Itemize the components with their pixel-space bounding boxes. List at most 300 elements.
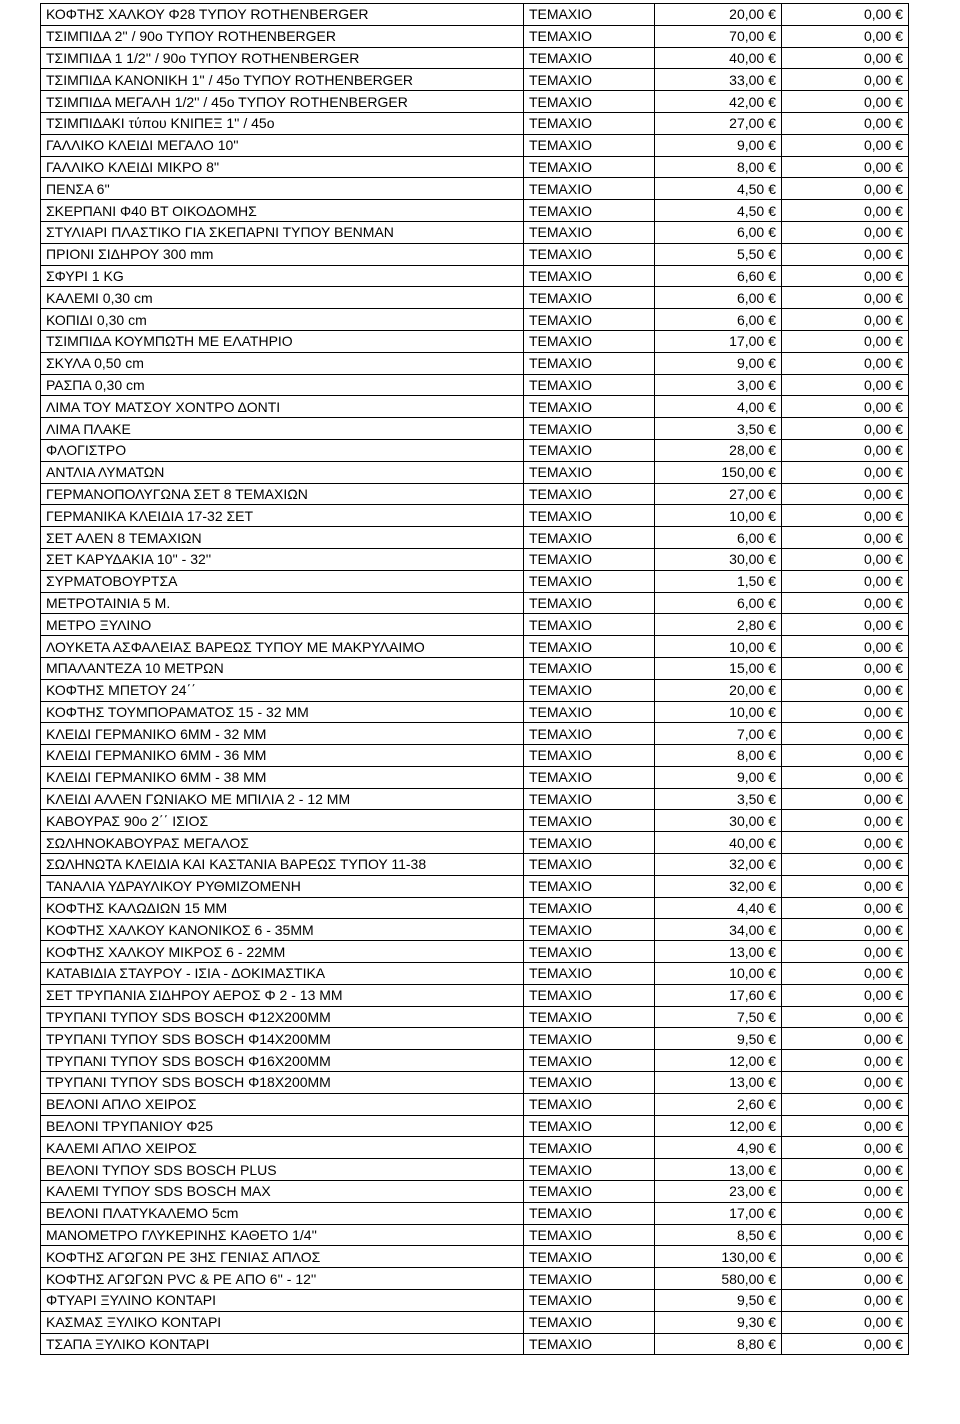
item-price-cell [655, 984, 782, 1006]
table-row [41, 941, 909, 963]
item-total: 0,00 [863, 507, 892, 524]
currency-symbol: € [768, 115, 776, 132]
item-price: 40,00 [729, 834, 765, 851]
currency-symbol: € [895, 442, 903, 459]
table-row [41, 1093, 909, 1115]
table-row [41, 963, 909, 985]
item-total-cell [782, 112, 909, 134]
table-row [41, 265, 909, 287]
item-unit: ΤΕΜΑΧΙΟ [524, 745, 655, 767]
item-unit: ΤΕΜΑΧΙΟ [524, 723, 655, 745]
item-total: 0,00 [863, 1074, 892, 1091]
item-price: 10,00 [729, 703, 765, 720]
item-price-cell [655, 418, 782, 440]
currency-symbol: € [895, 594, 903, 611]
item-price-cell [655, 636, 782, 658]
currency-symbol: € [768, 442, 776, 459]
currency-symbol: € [768, 464, 776, 481]
currency-symbol: € [768, 1139, 776, 1156]
currency-symbol: € [768, 965, 776, 982]
item-total: 0,00 [863, 965, 892, 982]
item-total-cell [782, 374, 909, 396]
currency-symbol: € [895, 703, 903, 720]
item-price-cell [655, 1202, 782, 1224]
currency-symbol: € [768, 202, 776, 219]
table-row [41, 788, 909, 810]
item-total: 0,00 [863, 747, 892, 764]
item-description: ΓΑΛΛΙΚΟ ΚΛΕΙΔΙ ΜΕΓΑΛΟ 10'' [41, 134, 524, 156]
item-price: 12,00 [729, 1118, 765, 1135]
item-total: 0,00 [863, 660, 892, 677]
currency-symbol: € [768, 376, 776, 393]
table-row [41, 243, 909, 265]
currency-symbol: € [895, 289, 903, 306]
currency-symbol: € [768, 747, 776, 764]
item-unit: ΤΕΜΑΧΙΟ [524, 636, 655, 658]
item-total: 0,00 [863, 1314, 892, 1331]
item-description: ΤΣΑΠΑ ΞΥΛΙΚΟ ΚΟΝΤΑΡΙ [41, 1333, 524, 1355]
item-price-cell [655, 1093, 782, 1115]
item-total: 0,00 [863, 202, 892, 219]
item-total-cell [782, 47, 909, 69]
item-total: 0,00 [863, 682, 892, 699]
currency-symbol: € [768, 289, 776, 306]
table-row [41, 614, 909, 636]
item-total: 0,00 [863, 1183, 892, 1200]
currency-symbol: € [895, 355, 903, 372]
item-description: ΚΑΒΟΥΡΑΣ 90ο 2΄΄ ΙΣΙΟΣ [41, 810, 524, 832]
table-row [41, 178, 909, 200]
item-description: ΤΣΙΜΠΙΔΑ ΜΕΓΑΛΗ 1/2'' / 45ο ΤΥΠΟΥ ROTHENBERGER [41, 91, 524, 113]
item-total-cell [782, 984, 909, 1006]
table-row [41, 25, 909, 47]
item-description: ΤΣΙΜΠΙΔΑ 2'' / 90ο ΤΥΠΟΥ ROTHENBERGER [41, 25, 524, 47]
item-price: 32,00 [729, 856, 765, 873]
item-total-cell [782, 875, 909, 897]
item-total: 0,00 [863, 485, 892, 502]
currency-symbol: € [895, 1270, 903, 1287]
item-description: ΓΕΡΜΑΝΟΠΟΛΥΓΩΝΑ ΣΕΤ 8 ΤΕΜΑΧΙΩΝ [41, 483, 524, 505]
item-price-cell [655, 200, 782, 222]
item-description: ΚΟΠΙΔΙ 0,30 cm [41, 309, 524, 331]
currency-symbol: € [895, 333, 903, 350]
item-total: 0,00 [863, 943, 892, 960]
item-price-cell [655, 1028, 782, 1050]
item-price: 4,40 [736, 900, 765, 917]
item-price-cell [655, 897, 782, 919]
item-unit: ΤΕΜΑΧΙΟ [524, 1181, 655, 1203]
item-unit: ΤΕΜΑΧΙΟ [524, 221, 655, 243]
item-description: ΣΕΤ ΑΛΕΝ 8 ΤΕΜΑΧΙΩΝ [41, 527, 524, 549]
item-description: ΛΙΜΑ ΤΟΥ ΜΑΤΣΟΥ ΧΟΝΤΡΟ ΔΟΝΤΙ [41, 396, 524, 418]
currency-symbol: € [768, 246, 776, 263]
currency-symbol: € [895, 791, 903, 808]
item-description: ΜΑΝΟΜΕΤΡΟ ΓΛΥΚΕΡΙΝΗΣ ΚΑΘΕΤΟ 1/4'' [41, 1224, 524, 1246]
currency-symbol: € [768, 987, 776, 1004]
item-total: 0,00 [863, 638, 892, 655]
currency-symbol: € [768, 355, 776, 372]
currency-symbol: € [895, 1336, 903, 1352]
item-price-cell [655, 352, 782, 374]
item-description: ΚΟΦΤΗΣ ΧΑΛΚΟΥ ΜΙΚΡΟΣ 6 - 22ΜΜ [41, 941, 524, 963]
table-row [41, 418, 909, 440]
table-row [41, 636, 909, 658]
item-total-cell [782, 745, 909, 767]
item-total: 0,00 [863, 1139, 892, 1156]
table-row [41, 766, 909, 788]
item-description: ΤΡΥΠΑΝΙ ΤΥΠΟΥ SDS BOSCH Φ12Χ200ΜΜ [41, 1006, 524, 1028]
currency-symbol: € [895, 1205, 903, 1222]
item-total: 0,00 [863, 594, 892, 611]
item-total-cell [782, 178, 909, 200]
item-total-cell [782, 200, 909, 222]
currency-symbol: € [768, 49, 776, 66]
item-total: 0,00 [863, 355, 892, 372]
item-unit: ΤΕΜΑΧΙΟ [524, 854, 655, 876]
item-price-cell [655, 1333, 782, 1355]
currency-symbol: € [768, 834, 776, 851]
currency-symbol: € [768, 616, 776, 633]
item-price-cell [655, 701, 782, 723]
table-row [41, 1246, 909, 1268]
item-total-cell [782, 832, 909, 854]
item-total-cell [782, 592, 909, 614]
item-price: 28,00 [729, 442, 765, 459]
item-unit: ΤΕΜΑΧΙΟ [524, 483, 655, 505]
item-description: ΦΤΥΑΡΙ ΞΥΛΙΝΟ ΚΟΝΤΑΡΙ [41, 1290, 524, 1312]
item-unit: ΤΕΜΑΧΙΟ [524, 461, 655, 483]
item-price-cell [655, 1050, 782, 1072]
currency-symbol: € [895, 71, 903, 88]
item-price-cell [655, 1268, 782, 1290]
item-price: 4,90 [736, 1139, 765, 1156]
item-total: 0,00 [863, 442, 892, 459]
currency-symbol: € [895, 115, 903, 132]
currency-symbol: € [895, 1096, 903, 1113]
item-unit: ΤΕΜΑΧΙΟ [524, 1137, 655, 1159]
item-price-cell [655, 788, 782, 810]
table-row [41, 1072, 909, 1094]
item-price-cell [655, 47, 782, 69]
item-total-cell [782, 1093, 909, 1115]
table-row [41, 352, 909, 374]
item-price: 27,00 [729, 115, 765, 132]
currency-symbol: € [768, 333, 776, 350]
item-description: ΚΟΦΤΗΣ ΤΟΥΜΠΟΡΑΜΑΤΟΣ 15 - 32 ΜΜ [41, 701, 524, 723]
table-row [41, 745, 909, 767]
item-total-cell [782, 1224, 909, 1246]
currency-symbol: € [895, 202, 903, 219]
item-total-cell [782, 1181, 909, 1203]
item-unit: ΤΕΜΑΧΙΟ [524, 134, 655, 156]
item-description: ΚΟΦΤΗΣ ΑΓΩΓΩΝ PVC & PE ΑΠΟ 6'' - 12'' [41, 1268, 524, 1290]
item-total: 0,00 [863, 791, 892, 808]
item-price-cell [655, 854, 782, 876]
item-total: 0,00 [863, 1227, 892, 1244]
item-price: 27,00 [729, 485, 765, 502]
item-description: ΠΡΙΟΝΙ ΣΙΔΗΡΟΥ 300 mm [41, 243, 524, 265]
item-price-cell [655, 221, 782, 243]
item-description: ΚΟΦΤΗΣ ΚΑΛΩΔΙΩΝ 15 ΜΜ [41, 897, 524, 919]
item-total-cell [782, 396, 909, 418]
currency-symbol: € [895, 93, 903, 110]
currency-symbol: € [895, 158, 903, 175]
table-row [41, 69, 909, 91]
item-total: 0,00 [863, 180, 892, 197]
item-unit: ΤΕΜΑΧΙΟ [524, 788, 655, 810]
item-price: 13,00 [729, 1074, 765, 1091]
currency-symbol: € [768, 573, 776, 590]
item-description: ΛΙΜΑ ΠΛΑΚΕ [41, 418, 524, 440]
item-total: 0,00 [863, 93, 892, 110]
currency-symbol: € [895, 987, 903, 1004]
currency-symbol: € [895, 137, 903, 154]
table-row [41, 1159, 909, 1181]
item-total-cell [782, 1115, 909, 1137]
item-unit: ΤΕΜΑΧΙΟ [524, 614, 655, 636]
item-price-cell [655, 243, 782, 265]
item-total-cell [782, 1159, 909, 1181]
item-price: 9,50 [736, 1030, 765, 1047]
item-unit: ΤΕΜΑΧΙΟ [524, 243, 655, 265]
item-total-cell [782, 330, 909, 352]
table-row [41, 1333, 909, 1355]
currency-symbol: € [895, 1118, 903, 1135]
table-row [41, 1202, 909, 1224]
currency-symbol: € [895, 485, 903, 502]
currency-symbol: € [895, 660, 903, 677]
item-total-cell [782, 265, 909, 287]
item-description: ΤΡΥΠΑΝΙ ΤΥΠΟΥ SDS BOSCH Φ18Χ200ΜΜ [41, 1072, 524, 1094]
table-row [41, 461, 909, 483]
item-total: 0,00 [863, 1292, 892, 1309]
item-total: 0,00 [863, 1052, 892, 1069]
item-unit: ΤΕΜΑΧΙΟ [524, 963, 655, 985]
item-description: ΚΟΦΤΗΣ ΧΑΛΚΟΥ Φ28 ΤΥΠΟΥ ROTHENBERGER [41, 4, 524, 26]
item-price: 3,50 [736, 791, 765, 808]
item-total-cell [782, 548, 909, 570]
currency-symbol: € [768, 1270, 776, 1287]
item-price-cell [655, 439, 782, 461]
currency-symbol: € [768, 638, 776, 655]
table-row [41, 396, 909, 418]
table-row [41, 134, 909, 156]
table-row [41, 1268, 909, 1290]
item-price-cell [655, 1115, 782, 1137]
currency-symbol: € [895, 1052, 903, 1069]
item-unit: ΤΕΜΑΧΙΟ [524, 352, 655, 374]
currency-symbol: € [895, 856, 903, 873]
item-total-cell [782, 352, 909, 374]
table-row [41, 527, 909, 549]
currency-symbol: € [895, 682, 903, 699]
item-total-cell [782, 854, 909, 876]
table-row [41, 679, 909, 701]
item-price: 10,00 [729, 965, 765, 982]
currency-symbol: € [768, 725, 776, 742]
table-row [41, 1290, 909, 1312]
item-unit: ΤΕΜΑΧΙΟ [524, 1246, 655, 1268]
currency-symbol: € [768, 812, 776, 829]
item-total-cell [782, 221, 909, 243]
item-price: 6,00 [736, 594, 765, 611]
item-total: 0,00 [863, 1009, 892, 1026]
item-description: ΚΑΛΕΜΙ ΑΠΛΟ ΧΕΙΡΟΣ [41, 1137, 524, 1159]
currency-symbol: € [895, 965, 903, 982]
item-price-cell [655, 875, 782, 897]
item-total: 0,00 [863, 420, 892, 437]
item-price-cell [655, 657, 782, 679]
currency-symbol: € [895, 638, 903, 655]
item-total: 0,00 [863, 49, 892, 66]
currency-symbol: € [768, 1227, 776, 1244]
item-unit: ΤΕΜΑΧΙΟ [524, 69, 655, 91]
item-price-cell [655, 527, 782, 549]
item-price: 130,00 [721, 1248, 765, 1265]
item-total: 0,00 [863, 1336, 892, 1352]
item-total: 0,00 [863, 137, 892, 154]
item-total-cell [782, 4, 909, 26]
item-unit: ΤΕΜΑΧΙΟ [524, 592, 655, 614]
table-row [41, 221, 909, 243]
currency-symbol: € [895, 398, 903, 415]
item-unit: ΤΕΜΑΧΙΟ [524, 330, 655, 352]
item-price-cell [655, 4, 782, 26]
item-price: 1,50 [736, 573, 765, 590]
currency-symbol: € [895, 1314, 903, 1331]
currency-symbol: € [768, 1336, 776, 1352]
table-row [41, 701, 909, 723]
item-price: 3,00 [736, 376, 765, 393]
item-total-cell [782, 810, 909, 832]
item-total-cell [782, 1072, 909, 1094]
item-unit: ΤΕΜΑΧΙΟ [524, 548, 655, 570]
currency-symbol: € [895, 1074, 903, 1091]
item-total: 0,00 [863, 1096, 892, 1113]
item-total-cell [782, 1290, 909, 1312]
currency-symbol: € [895, 1292, 903, 1309]
item-unit: ΤΕΜΑΧΙΟ [524, 1290, 655, 1312]
currency-symbol: € [768, 137, 776, 154]
item-unit: ΤΕΜΑΧΙΟ [524, 941, 655, 963]
item-total-cell [782, 963, 909, 985]
item-total: 0,00 [863, 1205, 892, 1222]
item-price: 12,00 [729, 1052, 765, 1069]
item-price-cell [655, 1290, 782, 1312]
item-price-cell [655, 1181, 782, 1203]
item-price: 7,50 [736, 1009, 765, 1026]
item-price: 10,00 [729, 507, 765, 524]
item-description: ΛΟΥΚΕΤΑ ΑΣΦΑΛΕΙΑΣ ΒΑΡΕΩΣ ΤΥΠΟΥ ΜΕ ΜΑΚΡΥΛΑΙΜΟ [41, 636, 524, 658]
item-price-cell [655, 91, 782, 113]
currency-symbol: € [895, 878, 903, 895]
item-price-cell [655, 112, 782, 134]
item-price-cell [655, 330, 782, 352]
item-description: ΓΕΡΜΑΝΙΚΑ ΚΛΕΙΔΙΑ 17-32 ΣΕΤ [41, 505, 524, 527]
item-unit: ΤΕΜΑΧΙΟ [524, 897, 655, 919]
item-total-cell [782, 309, 909, 331]
item-description: ΚΟΦΤΗΣ ΜΠΕΤΟΥ 24΄΄ [41, 679, 524, 701]
item-price-cell [655, 178, 782, 200]
table-row [41, 897, 909, 919]
item-total: 0,00 [863, 333, 892, 350]
item-total-cell [782, 701, 909, 723]
table-row [41, 810, 909, 832]
item-total-cell [782, 1202, 909, 1224]
currency-symbol: € [768, 551, 776, 568]
item-price-cell [655, 592, 782, 614]
item-price-cell [655, 723, 782, 745]
item-price: 6,00 [736, 529, 765, 546]
item-price-cell [655, 1072, 782, 1094]
item-price: 9,00 [736, 137, 765, 154]
item-unit: ΤΕΜΑΧΙΟ [524, 1028, 655, 1050]
item-price: 3,50 [736, 420, 765, 437]
item-description: ΚΑΣΜΑΣ ΞΥΛΙΚΟ ΚΟΝΤΑΡΙ [41, 1311, 524, 1333]
currency-symbol: € [768, 703, 776, 720]
item-unit: ΤΕΜΑΧΙΟ [524, 418, 655, 440]
currency-symbol: € [895, 943, 903, 960]
item-total-cell [782, 919, 909, 941]
item-price-cell [655, 505, 782, 527]
table-row [41, 592, 909, 614]
table-row [41, 570, 909, 592]
item-total: 0,00 [863, 158, 892, 175]
item-total: 0,00 [863, 1161, 892, 1178]
item-price: 4,50 [736, 202, 765, 219]
item-description: ΜΕΤΡΟ ΞΥΛΙΝΟ [41, 614, 524, 636]
currency-symbol: € [768, 1074, 776, 1091]
currency-symbol: € [895, 900, 903, 917]
item-unit: ΤΕΜΑΧΙΟ [524, 374, 655, 396]
item-price-cell [655, 766, 782, 788]
item-total: 0,00 [863, 1030, 892, 1047]
item-total: 0,00 [863, 398, 892, 415]
item-description: ΣΦΥΡΙ 1 KG [41, 265, 524, 287]
item-description: ΦΛΟΓΙΣΤΡΟ [41, 439, 524, 461]
item-total: 0,00 [863, 464, 892, 481]
item-description: ΤΑΝΑΛΙΑ ΥΔΡΑΥΛΙΚΟΥ ΡΥΘΜΙΖΟΜΕΝΗ [41, 875, 524, 897]
item-price: 33,00 [729, 71, 765, 88]
item-total-cell [782, 723, 909, 745]
item-total: 0,00 [863, 28, 892, 45]
table-row [41, 330, 909, 352]
item-price: 2,60 [736, 1096, 765, 1113]
item-price-cell [655, 919, 782, 941]
item-price-cell [655, 461, 782, 483]
item-total: 0,00 [863, 856, 892, 873]
item-total: 0,00 [863, 267, 892, 284]
item-price: 20,00 [729, 682, 765, 699]
item-price: 17,00 [729, 333, 765, 350]
currency-symbol: € [768, 158, 776, 175]
item-description: ΚΟΦΤΗΣ ΑΓΩΓΩΝ PE 3ΗΣ ΓΕΝΙΑΣ ΑΠΛΟΣ [41, 1246, 524, 1268]
currency-symbol: € [768, 267, 776, 284]
currency-symbol: € [895, 49, 903, 66]
item-total-cell [782, 483, 909, 505]
item-unit: ΤΕΜΑΧΙΟ [524, 1072, 655, 1094]
currency-symbol: € [895, 507, 903, 524]
item-total-cell [782, 614, 909, 636]
currency-symbol: € [768, 507, 776, 524]
currency-symbol: € [895, 464, 903, 481]
item-price-cell [655, 810, 782, 832]
table-row [41, 1028, 909, 1050]
item-price-cell [655, 483, 782, 505]
item-unit: ΤΕΜΑΧΙΟ [524, 25, 655, 47]
item-price-cell [655, 1311, 782, 1333]
currency-symbol: € [768, 878, 776, 895]
